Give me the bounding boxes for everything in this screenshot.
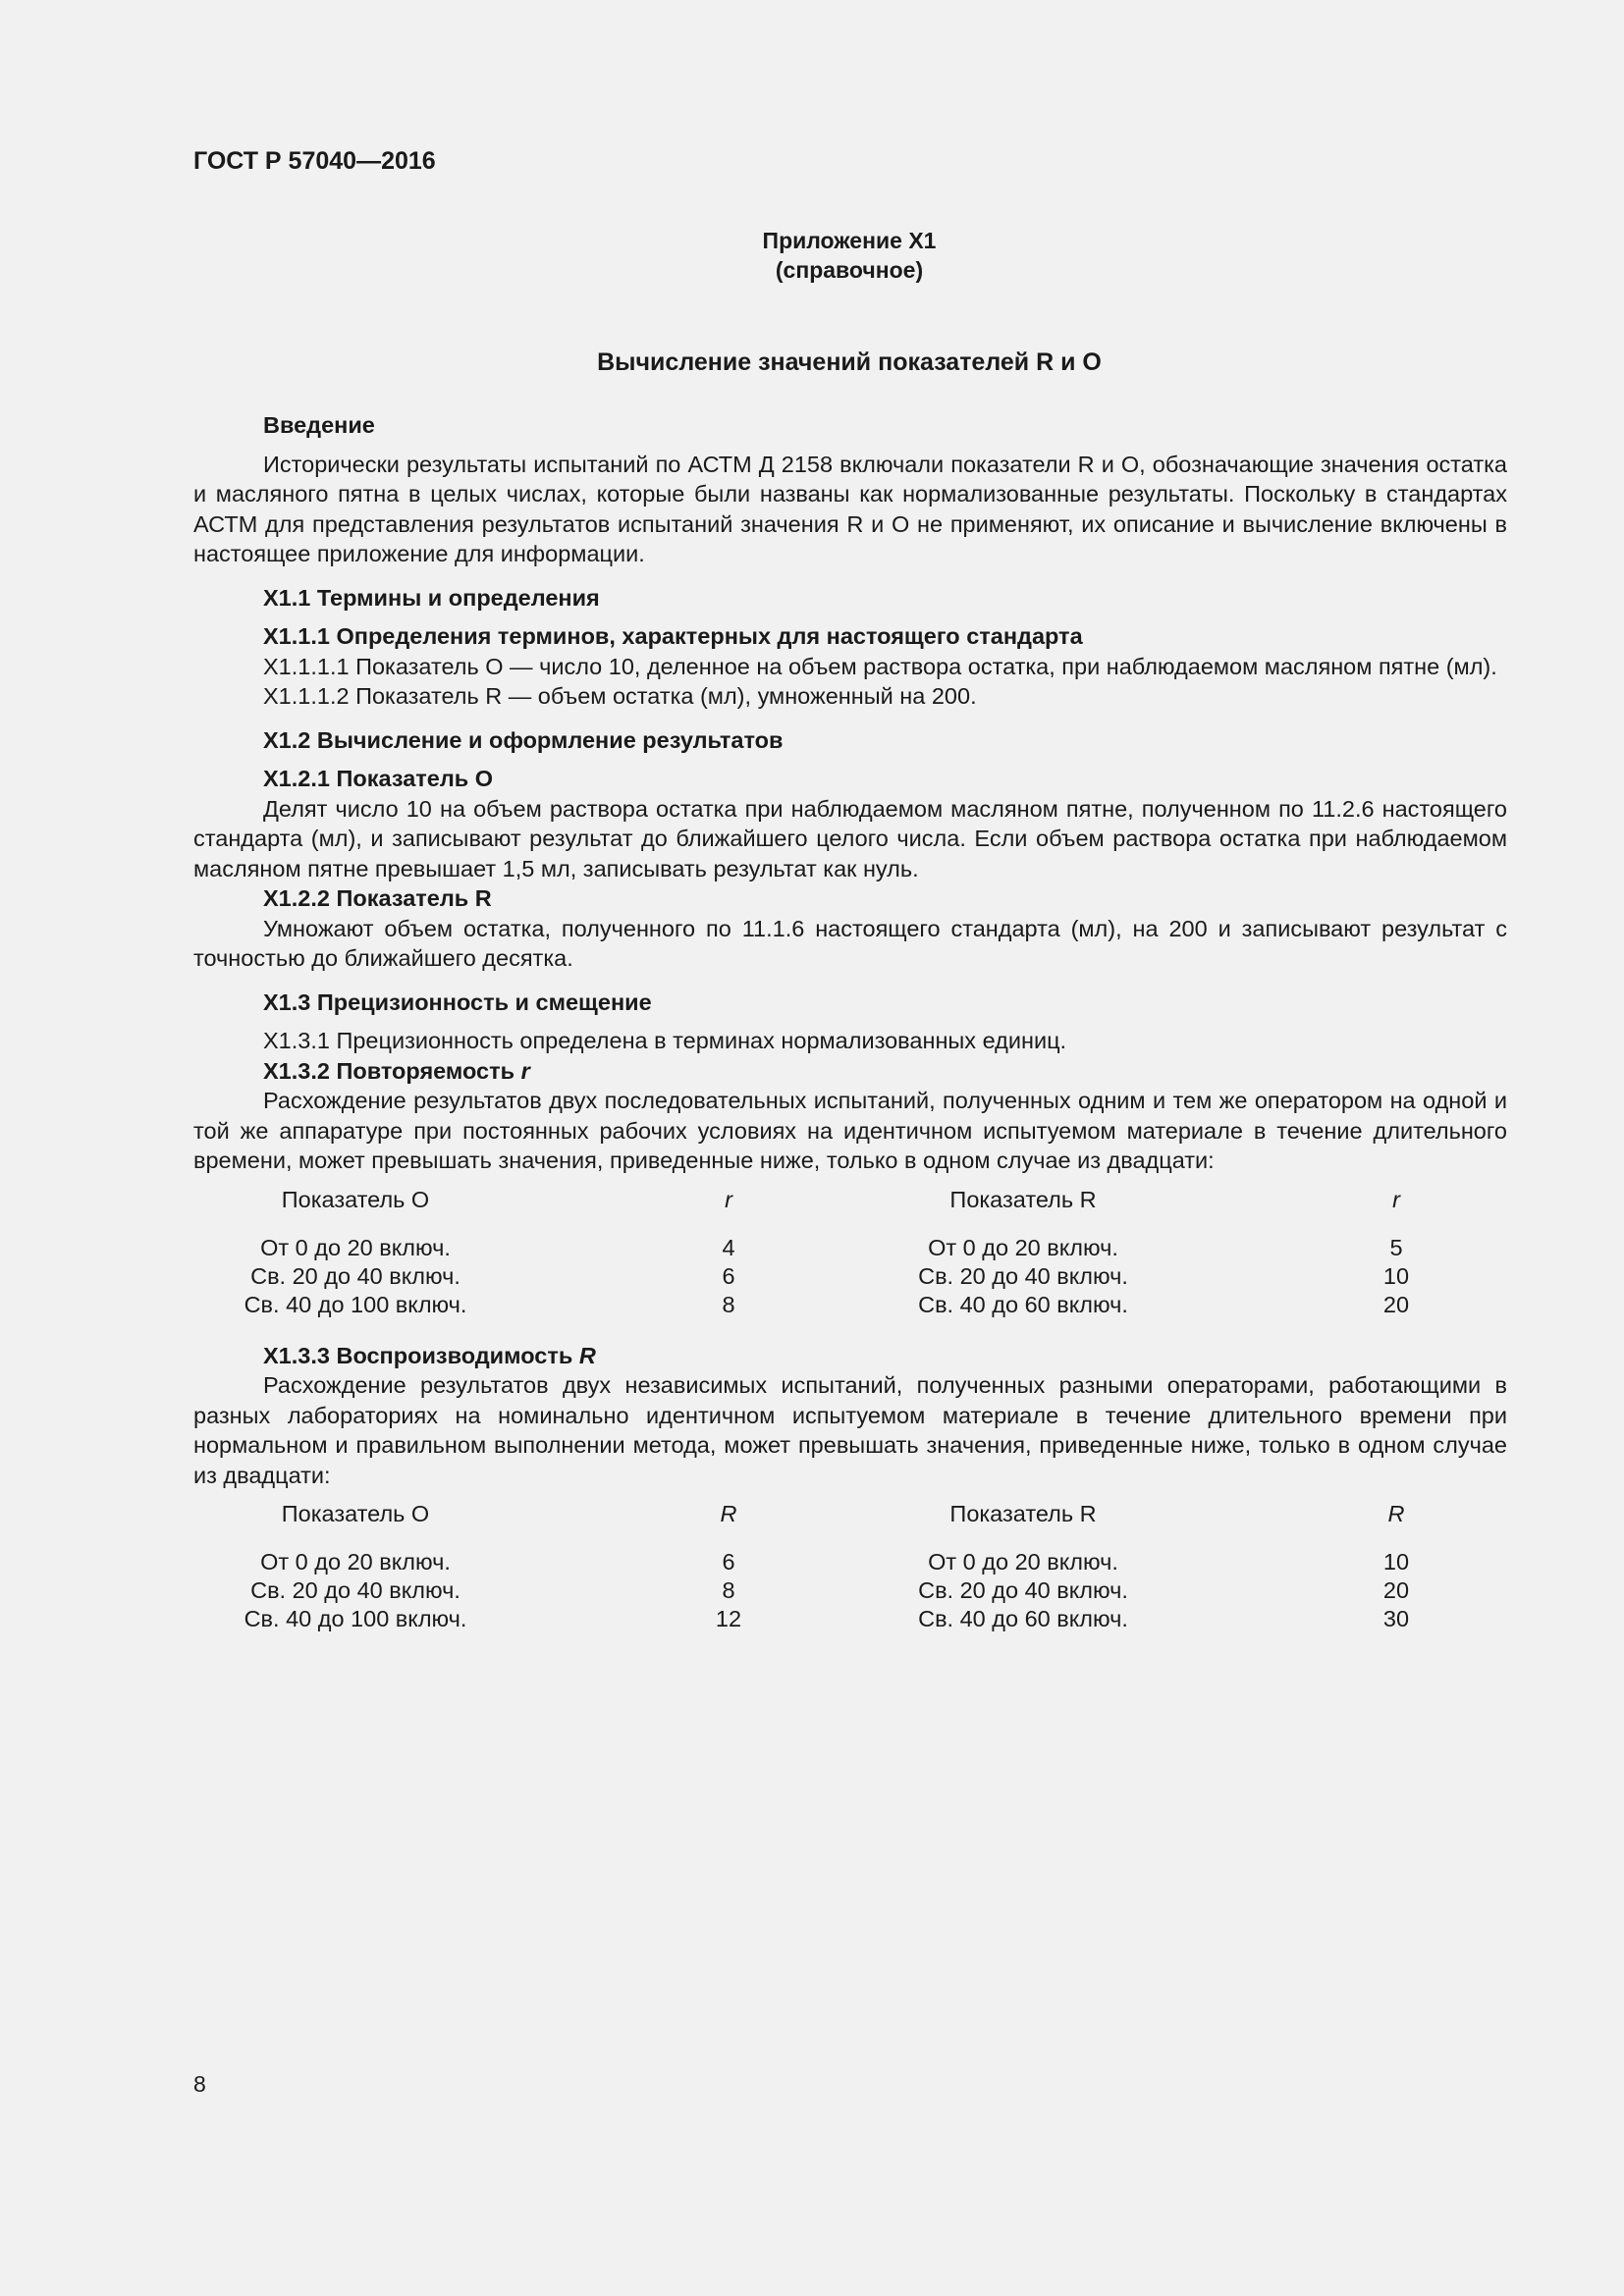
table-cell: 20: [1382, 1577, 1410, 1603]
section-x1-2-2-text: Умножают объем остатка, полученного по 11.1.6 настоящего стандарта (мл), на 200 и записывают результат с точностью до ближайшего десятка.: [193, 915, 1507, 971]
table-header: r: [1392, 1186, 1400, 1212]
section-x1-2-1-heading: X1.2.1 Показатель O: [263, 766, 494, 791]
reproducibility-symbol: R: [578, 1342, 596, 1368]
table-header: R: [1387, 1501, 1405, 1526]
table-cell: 10: [1382, 1262, 1410, 1289]
main-title: Вычисление значений показателей R и O: [597, 348, 1102, 376]
table-cell: 30: [1382, 1606, 1410, 1631]
table-cell: Св. 40 до 100 включ.: [244, 1606, 467, 1631]
table-header: Показатель R: [949, 1501, 1097, 1526]
document-body: [193, 410, 1507, 1631]
table-cell: Св. 40 до 100 включ.: [244, 1291, 467, 1317]
table-cell: Св. 20 до 40 включ.: [918, 1577, 1128, 1603]
table-cell: 8: [722, 1577, 735, 1603]
reproducibility-heading: [193, 1341, 1507, 1371]
section-x1-2-2-heading: X1.2.2 Показатель R: [263, 885, 492, 911]
table-cell: Св. 40 до 60 включ.: [918, 1606, 1128, 1631]
section-x1-3-heading: X1.3 Прецизионность и смещение: [263, 988, 652, 1015]
table-cell: 6: [722, 1262, 735, 1289]
table-cell: 6: [722, 1549, 735, 1575]
section-x1-1-heading: X1.1 Термины и определения: [263, 584, 600, 611]
table-cell: От 0 до 20 включ.: [260, 1234, 451, 1260]
table-header: Показатель O: [281, 1186, 430, 1212]
repeatability-symbol: r: [520, 1057, 530, 1084]
table-cell: Св. 20 до 40 включ.: [250, 1262, 460, 1289]
page-number: 8: [193, 2071, 206, 2097]
intro-paragraph: Исторически результаты испытаний по АСТМ Д 2158 включали показатели R и O, обозначающие значения остатка и масляного пятна в целых числах, которые были названы как нормализованные результаты. Поскольку в стандартах АСТМ для представления результатов испытаний значения R и O не применяют, их описание и вычисление включены в настоящее приложение для информации.: [193, 451, 1507, 566]
section-x1-2-heading: X1.2 Вычисление и оформление результатов: [263, 726, 784, 753]
table-header: Показатель O: [281, 1501, 430, 1526]
appendix-title: Приложение X1: [762, 228, 937, 253]
repeatability-heading-label: X1.3.2 Повторяемость: [263, 1057, 515, 1084]
table-cell: 5: [1389, 1234, 1403, 1260]
reproducibility-heading-label: X1.3.3 Воспроизводимость: [263, 1342, 573, 1368]
reproducibility-table: [193, 1500, 1507, 1631]
table-cell: 20: [1382, 1291, 1410, 1317]
definition-o: X1.1.1.1 Показатель O — число 10, деленное на объем раствора остатка, при наблюдаемом масляном пятне (мл).: [263, 653, 1497, 679]
table-cell: Св. 20 до 40 включ.: [250, 1577, 460, 1603]
definition-r: X1.1.1.2 Показатель R — объем остатка (мл), умноженный на 200.: [263, 683, 977, 709]
table-header: r: [725, 1186, 732, 1212]
appendix-subtitle: (справочное): [775, 257, 924, 283]
repeatability-text: Расхождение результатов двух последовательных испытаний, полученных одним и тем же оператором на одной и той же аппаратуре при постоянных рабочих условиях на идентичном испытуемом материале в течение длительного времени, может превышать значения, приведенные ниже, только в одном случае из двадцати:: [193, 1088, 1507, 1173]
document-code: ГОСТ Р 57040—2016: [193, 147, 436, 175]
table-cell: От 0 до 20 включ.: [260, 1549, 451, 1575]
table-cell: От 0 до 20 включ.: [928, 1549, 1118, 1575]
table-cell: От 0 до 20 включ.: [928, 1234, 1118, 1260]
repeatability-table: [193, 1186, 1507, 1317]
section-x1-3-1-text: X1.3.1 Прецизионность определена в терминах нормализованных единиц.: [263, 1028, 1067, 1053]
table-cell: 10: [1382, 1549, 1410, 1575]
table-cell: 4: [722, 1234, 735, 1260]
intro-heading: Введение: [263, 412, 375, 438]
table-cell: 12: [715, 1606, 742, 1631]
section-x1-2-1-text: Делят число 10 на объем раствора остатка при наблюдаемом масляном пятне, полученном по 11.2.6 настоящего стандарта (мл), и записывают результат до ближайшего целого числа. Если объем раствора остатка при наблюдаемом масляном пятне превышает 1,5 мл, записывать результат как нуль.: [193, 795, 1507, 881]
table-header: Показатель R: [949, 1186, 1097, 1212]
table-header: R: [720, 1501, 737, 1526]
table-cell: 8: [722, 1291, 735, 1317]
repeatability-heading: [193, 1056, 1507, 1087]
section-x1-1-1-heading: X1.1.1 Определения терминов, характерных для настоящего стандарта: [263, 623, 1083, 649]
table-cell: Св. 40 до 60 включ.: [918, 1291, 1128, 1317]
table-cell: Св. 20 до 40 включ.: [918, 1262, 1128, 1289]
reproducibility-text: Расхождение результатов двух независимых испытаний, полученных разными операторами, работающими в разных лабораториях на номинально идентичном испытуемом материале в течение длительного времени при нормальном и правильном выполнении метода, может превышать значения, приведенные ниже, только в одном случае из двадцати:: [193, 1372, 1507, 1488]
